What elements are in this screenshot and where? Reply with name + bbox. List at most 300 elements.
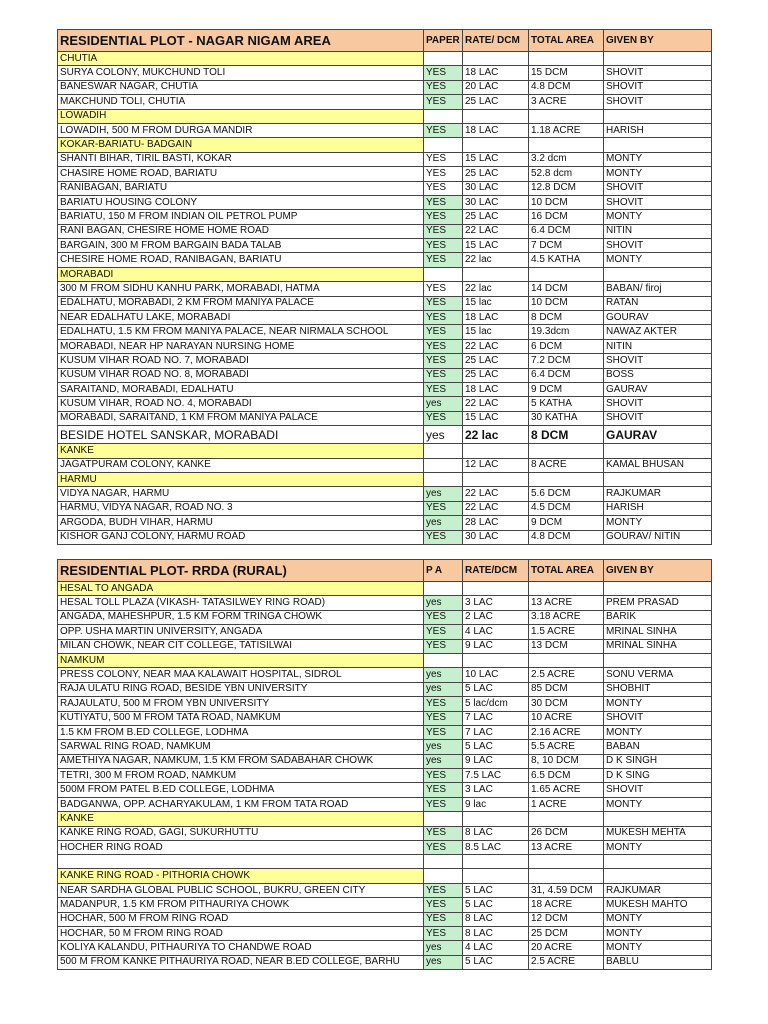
area-cell: 25 DCM <box>529 926 604 940</box>
paper-cell <box>424 653 463 667</box>
given-by-cell: HARISH <box>604 501 712 515</box>
rate-cell: 5 LAC <box>463 955 529 969</box>
given-by-cell: BABAN <box>604 740 712 754</box>
header-paper: P A <box>424 560 463 582</box>
given-by-cell: MONTY <box>604 841 712 855</box>
table-row <box>58 883 712 897</box>
rrda-rural-table <box>57 559 712 970</box>
given-by-cell: GAURAV <box>604 382 712 396</box>
given-by-cell: NAWAZ AKTER <box>604 325 712 339</box>
table-row <box>58 625 712 639</box>
table-row <box>58 697 712 711</box>
area-cell: 4.5 KATHA <box>529 253 604 267</box>
given-by-cell <box>604 109 712 123</box>
given-by-cell: MONTY <box>604 725 712 739</box>
given-by-cell: SONU VERMA <box>604 668 712 682</box>
rate-cell: 30 LAC <box>463 181 529 195</box>
place-cell: KOKAR-BARIATU- BADGAIN <box>58 138 424 152</box>
paper-cell: YES <box>424 382 463 396</box>
rate-cell: 22 LAC <box>463 224 529 238</box>
table-row <box>58 596 712 610</box>
table-row <box>58 841 712 855</box>
place-cell: RANI BAGAN, CHESIRE HOME HOME ROAD <box>58 224 424 238</box>
place-cell: HESAL TOLL PLAZA (VIKASH- TATASILWEY RING ROAD) <box>58 596 424 610</box>
given-by-cell <box>604 444 712 458</box>
given-by-cell <box>604 267 712 281</box>
place-cell: LOWADIH, 500 M FROM DURGA MANDIR <box>58 123 424 137</box>
place-cell: RAJAULATU, 500 M FROM YBN UNIVERSITY <box>58 697 424 711</box>
paper-cell: YES <box>424 769 463 783</box>
place-cell: MORABADI, SARAITAND, 1 KM FROM MANIYA PALACE <box>58 411 424 425</box>
rate-cell: 3 LAC <box>463 596 529 610</box>
given-by-cell: SHOVIT <box>604 181 712 195</box>
paper-cell: YES <box>424 95 463 109</box>
header-rate: RATE/ DCM <box>463 30 529 52</box>
rate-cell: 15 LAC <box>463 239 529 253</box>
area-cell: 6 DCM <box>529 339 604 353</box>
area-cell <box>529 267 604 281</box>
area-cell: 4.5 DCM <box>529 501 604 515</box>
table-row <box>58 253 712 267</box>
table-row <box>58 167 712 181</box>
given-by-cell: MUKESH MEHTA <box>604 826 712 840</box>
rate-cell: 4 LAC <box>463 625 529 639</box>
given-by-cell: RAJKUMAR <box>604 487 712 501</box>
rate-cell <box>463 653 529 667</box>
given-by-cell: MONTY <box>604 516 712 530</box>
area-cell <box>529 869 604 883</box>
given-by-cell: NITIN <box>604 224 712 238</box>
place-cell: BADGANWA, OPP. ACHARYAKULAM, 1 KM FROM TATA ROAD <box>58 797 424 811</box>
header-total-area: TOTAL AREA <box>529 30 604 52</box>
header-paper: PAPER <box>424 30 463 52</box>
table-row <box>58 152 712 166</box>
area-cell: 1 ACRE <box>529 797 604 811</box>
table-row <box>58 458 712 472</box>
rate-cell: 9 LAC <box>463 754 529 768</box>
paper-cell: YES <box>424 639 463 653</box>
area-cell: 6.5 DCM <box>529 769 604 783</box>
area-cell: 13 DCM <box>529 639 604 653</box>
given-by-cell: NITIN <box>604 339 712 353</box>
rate-cell <box>463 812 529 826</box>
rate-cell <box>463 855 529 869</box>
section-row <box>58 109 712 123</box>
area-cell <box>529 653 604 667</box>
paper-cell: YES <box>424 325 463 339</box>
table-row <box>58 797 712 811</box>
rate-cell: 7 LAC <box>463 725 529 739</box>
rate-cell: 22 lac <box>463 253 529 267</box>
rate-cell <box>463 138 529 152</box>
place-cell: PRESS COLONY, NEAR MAA KALAWAIT HOSPITAL, SIDROL <box>58 668 424 682</box>
place-cell: KANKE RING ROAD, GAGI, SUKURHUTTU <box>58 826 424 840</box>
paper-cell: YES <box>424 711 463 725</box>
paper-cell: YES <box>424 797 463 811</box>
place-cell: OPP. USHA MARTIN UNIVERSITY, ANGADA <box>58 625 424 639</box>
paper-cell <box>424 109 463 123</box>
paper-cell <box>424 458 463 472</box>
given-by-cell: HARISH <box>604 123 712 137</box>
table-row <box>58 516 712 530</box>
table-row <box>58 610 712 624</box>
area-cell: 6.4 DCM <box>529 368 604 382</box>
given-by-cell: MONTY <box>604 912 712 926</box>
given-by-cell: MONTY <box>604 152 712 166</box>
place-cell: KANKE RING ROAD - PITHORIA CHOWK <box>58 869 424 883</box>
place-cell: NEAR EDALHATU LAKE, MORABADI <box>58 311 424 325</box>
section-row <box>58 267 712 281</box>
place-cell: MORABADI <box>58 267 424 281</box>
place-cell: NEAR SARDHA GLOBAL PUBLIC SCHOOL, BUKRU, GREEN CITY <box>58 883 424 897</box>
rate-cell: 3 LAC <box>463 783 529 797</box>
given-by-cell <box>604 855 712 869</box>
place-cell: HOCHAR, 500 M FROM RING ROAD <box>58 912 424 926</box>
paper-cell: yes <box>424 487 463 501</box>
rate-cell: 18 LAC <box>463 382 529 396</box>
rate-cell: 9 lac <box>463 797 529 811</box>
table-row <box>58 195 712 209</box>
given-by-cell: SHOBHIT <box>604 682 712 696</box>
table-row <box>58 382 712 396</box>
rate-cell: 8.5 LAC <box>463 841 529 855</box>
area-cell: 6.4 DCM <box>529 224 604 238</box>
rate-cell: 5 LAC <box>463 740 529 754</box>
rate-cell: 20 LAC <box>463 80 529 94</box>
given-by-cell <box>604 869 712 883</box>
table-row <box>58 239 712 253</box>
section-row <box>58 582 712 596</box>
place-cell: SHANTI BIHAR, TIRIL BASTI, KOKAR <box>58 152 424 166</box>
place-cell: 500M FROM PATEL B.ED COLLEGE, LODHMA <box>58 783 424 797</box>
table-row <box>58 296 712 310</box>
given-by-cell: MUKESH MAHTO <box>604 898 712 912</box>
place-cell: ANGADA, MAHESHPUR, 1.5 KM FORM TRINGA CHOWK <box>58 610 424 624</box>
place-cell: HARMU <box>58 472 424 486</box>
area-cell: 1.18 ACRE <box>529 123 604 137</box>
paper-cell: YES <box>424 167 463 181</box>
place-cell: KANKE <box>58 444 424 458</box>
rate-cell <box>463 444 529 458</box>
rate-cell: 5 lac/dcm <box>463 697 529 711</box>
area-cell: 2.5 ACRE <box>529 668 604 682</box>
given-by-cell: SHOVIT <box>604 95 712 109</box>
given-by-cell <box>604 52 712 66</box>
table-body <box>58 52 712 545</box>
rate-cell: 15 lac <box>463 325 529 339</box>
table-row <box>58 282 712 296</box>
given-by-cell: MONTY <box>604 797 712 811</box>
area-cell <box>529 472 604 486</box>
given-by-cell: GOURAV/ NITIN <box>604 530 712 544</box>
rate-cell: 25 LAC <box>463 167 529 181</box>
area-cell: 9 DCM <box>529 382 604 396</box>
area-cell: 8 DCM <box>529 311 604 325</box>
place-cell: KUSUM VIHAR, ROAD NO. 4, MORABADI <box>58 397 424 411</box>
place-cell: 500 M FROM KANKE PITHAURIYA ROAD, NEAR B.ED COLLEGE, BARHU <box>58 955 424 969</box>
rate-cell: 5 LAC <box>463 898 529 912</box>
place-cell: MORABADI, NEAR HP NARAYAN NURSING HOME <box>58 339 424 353</box>
table-row <box>58 725 712 739</box>
rate-cell: 10 LAC <box>463 668 529 682</box>
area-cell <box>529 812 604 826</box>
place-cell: BARIATU HOUSING COLONY <box>58 195 424 209</box>
area-cell: 30 KATHA <box>529 411 604 425</box>
paper-cell: YES <box>424 311 463 325</box>
place-cell: AMETHIYA NAGAR, NAMKUM, 1.5 KM FROM SADABAHAR CHOWK <box>58 754 424 768</box>
given-by-cell <box>604 653 712 667</box>
rate-cell: 9 LAC <box>463 639 529 653</box>
area-cell: 20 ACRE <box>529 941 604 955</box>
given-by-cell: MONTY <box>604 926 712 940</box>
given-by-cell: BABAN/ firoj <box>604 282 712 296</box>
area-cell: 4.8 DCM <box>529 80 604 94</box>
area-cell: 1.65 ACRE <box>529 783 604 797</box>
area-cell: 3 ACRE <box>529 95 604 109</box>
rate-cell: 4 LAC <box>463 941 529 955</box>
rate-cell: 30 LAC <box>463 195 529 209</box>
paper-cell <box>424 444 463 458</box>
place-cell: JAGATPURAM COLONY, KANKE <box>58 458 424 472</box>
table-row <box>58 411 712 425</box>
area-cell: 13 ACRE <box>529 841 604 855</box>
place-cell: KUSUM VIHAR ROAD NO. 7, MORABADI <box>58 354 424 368</box>
area-cell: 30 DCM <box>529 697 604 711</box>
paper-cell: YES <box>424 80 463 94</box>
area-cell: 8 DCM <box>529 426 604 444</box>
table-header <box>58 30 712 52</box>
area-cell: 10 ACRE <box>529 711 604 725</box>
place-cell: RAJA ULATU RING ROAD, BESIDE YBN UNIVERSITY <box>58 682 424 696</box>
given-by-cell: KAMAL BHUSAN <box>604 458 712 472</box>
section-row <box>58 472 712 486</box>
table-row <box>58 769 712 783</box>
rate-cell: 15 lac <box>463 296 529 310</box>
section-row <box>58 812 712 826</box>
given-by-cell: MONTY <box>604 697 712 711</box>
paper-cell <box>424 267 463 281</box>
area-cell <box>529 582 604 596</box>
given-by-cell <box>604 472 712 486</box>
paper-cell: YES <box>424 725 463 739</box>
table-row <box>58 926 712 940</box>
table-row <box>58 955 712 969</box>
rate-cell: 22 lac <box>463 282 529 296</box>
paper-cell <box>424 52 463 66</box>
given-by-cell: SHOVIT <box>604 411 712 425</box>
paper-cell <box>424 582 463 596</box>
given-by-cell <box>604 582 712 596</box>
table-row <box>58 501 712 515</box>
paper-cell <box>424 869 463 883</box>
paper-cell: YES <box>424 210 463 224</box>
rate-cell: 22 LAC <box>463 487 529 501</box>
blank-row <box>58 855 712 869</box>
given-by-cell: SHOVIT <box>604 711 712 725</box>
paper-cell: YES <box>424 530 463 544</box>
area-cell: 7 DCM <box>529 239 604 253</box>
paper-cell: YES <box>424 123 463 137</box>
area-cell: 12 DCM <box>529 912 604 926</box>
given-by-cell: BABLU <box>604 955 712 969</box>
area-cell: 12.8 DCM <box>529 181 604 195</box>
table-row <box>58 740 712 754</box>
paper-cell: YES <box>424 610 463 624</box>
given-by-cell: SHOVIT <box>604 783 712 797</box>
given-by-cell <box>604 138 712 152</box>
paper-cell: yes <box>424 740 463 754</box>
table-row <box>58 123 712 137</box>
header-total-area: TOTAL AREA <box>529 560 604 582</box>
area-cell: 19.3dcm <box>529 325 604 339</box>
rate-cell: 12 LAC <box>463 458 529 472</box>
paper-cell: YES <box>424 354 463 368</box>
rate-cell <box>463 472 529 486</box>
paper-cell: YES <box>424 826 463 840</box>
paper-cell: YES <box>424 181 463 195</box>
table-row <box>58 754 712 768</box>
place-cell: BESIDE HOTEL SANSKAR, MORABADI <box>58 426 424 444</box>
table-row <box>58 325 712 339</box>
table-row <box>58 912 712 926</box>
paper-cell: yes <box>424 754 463 768</box>
given-by-cell: MONTY <box>604 253 712 267</box>
area-cell: 1.5 ACRE <box>529 625 604 639</box>
place-cell: KUSUM VIHAR ROAD NO. 8, MORABADI <box>58 368 424 382</box>
given-by-cell: PREM PRASAD <box>604 596 712 610</box>
area-cell: 14 DCM <box>529 282 604 296</box>
paper-cell: yes <box>424 516 463 530</box>
paper-cell: YES <box>424 339 463 353</box>
table-row <box>58 711 712 725</box>
section-row <box>58 444 712 458</box>
paper-cell: YES <box>424 152 463 166</box>
table-row <box>58 80 712 94</box>
place-cell: MILAN CHOWK, NEAR CIT COLLEGE, TATISILWAI <box>58 639 424 653</box>
given-by-cell: MRINAL SINHA <box>604 639 712 653</box>
paper-cell: YES <box>424 841 463 855</box>
header-given-by: GIVEN BY <box>604 560 712 582</box>
table-row <box>58 639 712 653</box>
paper-cell: YES <box>424 253 463 267</box>
place-cell: HESAL TO ANGADA <box>58 582 424 596</box>
rate-cell: 18 LAC <box>463 66 529 80</box>
paper-cell: YES <box>424 912 463 926</box>
given-by-cell: SHOVIT <box>604 239 712 253</box>
header-rate: RATE/DCM <box>463 560 529 582</box>
place-cell: SURYA COLONY, MUKCHUND TOLI <box>58 66 424 80</box>
place-cell: HOCHAR, 50 M FROM RING ROAD <box>58 926 424 940</box>
paper-cell: YES <box>424 898 463 912</box>
table-row <box>58 66 712 80</box>
place-cell: EDALHATU, MORABADI, 2 KM FROM MANIYA PALACE <box>58 296 424 310</box>
given-by-cell: SHOVIT <box>604 80 712 94</box>
rate-cell: 5 LAC <box>463 682 529 696</box>
place-cell: 300 M FROM SIDHU KANHU PARK, MORABADI, HATMA <box>58 282 424 296</box>
rate-cell: 15 LAC <box>463 152 529 166</box>
area-cell: 15 DCM <box>529 66 604 80</box>
area-cell <box>529 52 604 66</box>
area-cell <box>529 444 604 458</box>
area-cell: 31, 4.59 DCM <box>529 883 604 897</box>
place-cell: KOLIYA KALANDU, PITHAURIYA TO CHANDWE ROAD <box>58 941 424 955</box>
given-by-cell: BARIK <box>604 610 712 624</box>
area-cell <box>529 109 604 123</box>
paper-cell: yes <box>424 955 463 969</box>
given-by-cell: MONTY <box>604 941 712 955</box>
rate-cell: 25 LAC <box>463 95 529 109</box>
table-row <box>58 397 712 411</box>
section-row <box>58 138 712 152</box>
given-by-cell: SHOVIT <box>604 397 712 411</box>
table-row <box>58 530 712 544</box>
given-by-cell: MRINAL SINHA <box>604 625 712 639</box>
table-row <box>58 224 712 238</box>
given-by-cell: GOURAV <box>604 311 712 325</box>
paper-cell: YES <box>424 926 463 940</box>
rate-cell: 22 LAC <box>463 501 529 515</box>
place-cell: NAMKUM <box>58 653 424 667</box>
area-cell: 8 ACRE <box>529 458 604 472</box>
paper-cell: YES <box>424 883 463 897</box>
paper-cell: YES <box>424 296 463 310</box>
table-row <box>58 339 712 353</box>
given-by-cell: SHOVIT <box>604 354 712 368</box>
rate-cell <box>463 267 529 281</box>
place-cell: TETRI, 300 M FROM ROAD, NAMKUM <box>58 769 424 783</box>
header-given-by: GIVEN BY <box>604 30 712 52</box>
paper-cell <box>424 472 463 486</box>
table-row <box>58 354 712 368</box>
paper-cell: YES <box>424 501 463 515</box>
given-by-cell: SHOVIT <box>604 195 712 209</box>
table-row <box>58 487 712 501</box>
table-row <box>58 181 712 195</box>
table-row <box>58 826 712 840</box>
rate-cell <box>463 109 529 123</box>
paper-cell: yes <box>424 596 463 610</box>
place-cell: EDALHATU, 1.5 KM FROM MANIYA PALACE, NEAR NIRMALA SCHOOL <box>58 325 424 339</box>
table-title: RESIDENTIAL PLOT - NAGAR NIGAM AREA <box>58 30 424 52</box>
place-cell: BANESWAR NAGAR, CHUTIA <box>58 80 424 94</box>
area-cell: 13 ACRE <box>529 596 604 610</box>
paper-cell: YES <box>424 368 463 382</box>
paper-cell <box>424 812 463 826</box>
table-row <box>58 426 712 444</box>
place-cell: MADANPUR, 1.5 KM FROM PITHAURIYA CHOWK <box>58 898 424 912</box>
area-cell: 10 DCM <box>529 195 604 209</box>
rate-cell: 2 LAC <box>463 610 529 624</box>
place-cell: VIDYA NAGAR, HARMU <box>58 487 424 501</box>
rate-cell: 25 LAC <box>463 210 529 224</box>
place-cell: KUTIYATU, 500 M FROM TATA ROAD, NAMKUM <box>58 711 424 725</box>
area-cell: 8, 10 DCM <box>529 754 604 768</box>
section-row <box>58 52 712 66</box>
paper-cell: YES <box>424 411 463 425</box>
rate-cell: 5 LAC <box>463 883 529 897</box>
area-cell: 3.18 ACRE <box>529 610 604 624</box>
table-header <box>58 560 712 582</box>
table-row <box>58 668 712 682</box>
table-row <box>58 311 712 325</box>
place-cell: ARGODA, BUDH VIHAR, HARMU <box>58 516 424 530</box>
paper-cell: YES <box>424 282 463 296</box>
area-cell: 4.8 DCM <box>529 530 604 544</box>
place-cell <box>58 855 424 869</box>
area-cell: 16 DCM <box>529 210 604 224</box>
place-cell: KANKE <box>58 812 424 826</box>
given-by-cell: GAURAV <box>604 426 712 444</box>
